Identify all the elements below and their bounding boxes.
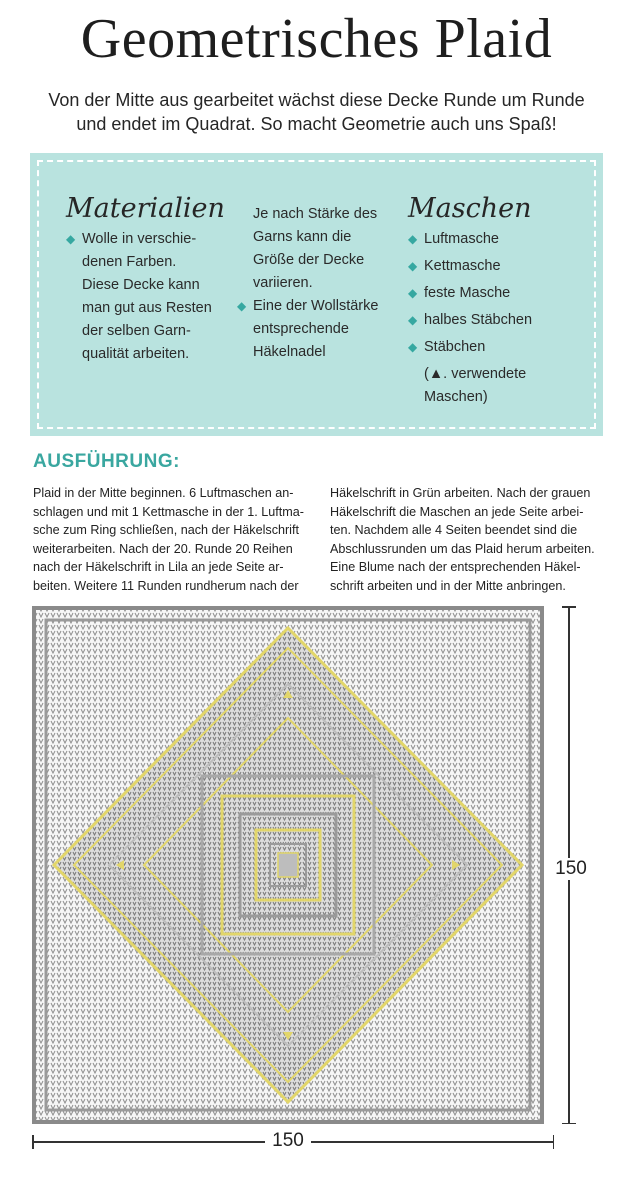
stitch-label: Kettmasche <box>424 258 501 274</box>
stitch-note <box>408 363 588 409</box>
height-label: 150 <box>549 858 593 880</box>
text-line: beiten. Weitere 11 Runden rundherum nach der <box>33 578 299 593</box>
stitches-column <box>408 192 588 409</box>
item-line: Eine der Wollstärke <box>253 298 379 314</box>
item-line: Je nach Stärke des <box>253 206 378 222</box>
subtitle-line: und endet im Quadrat. So macht Geometrie auch uns Spaß! <box>76 114 557 134</box>
materials-box <box>30 153 603 436</box>
item-line: Größe der Decke <box>253 252 365 268</box>
stitches-heading: Maschen <box>408 193 532 224</box>
diamond-bullet-icon: ◆ <box>66 232 76 246</box>
stitch-item <box>408 309 588 332</box>
materials-middle-column <box>237 203 402 364</box>
text-line: Plaid in der Mitte beginnen. 6 Luftmaschen an- <box>33 486 294 500</box>
dimension-tick <box>553 1135 555 1149</box>
crochet-chart <box>32 606 544 1124</box>
dimension-tick <box>562 606 576 608</box>
width-label: 150 <box>265 1130 311 1152</box>
stitch-item <box>408 282 588 305</box>
diamond-bullet-icon: ◆ <box>408 340 418 354</box>
page-title: Geometrisches Plaid <box>80 8 553 70</box>
text-line: Eine Blume nach der entsprechenden Häkel- <box>330 560 581 575</box>
text-line: weiterarbeiten. Nach der 20. Runde 20 Reihen <box>33 541 293 556</box>
text-line: sche zum Ring schließen, nach der Häkelschrift <box>33 523 299 538</box>
item-line: man gut aus Resten <box>82 300 212 316</box>
item-line: Wolle in verschie- <box>82 231 197 247</box>
item-line: entsprechende <box>253 321 349 337</box>
item-line: Diese Decke kann <box>82 277 200 293</box>
text-line: nach der Häkelschrift in Lila an jede Seite ar- <box>33 560 284 575</box>
materials-note <box>237 203 402 295</box>
materials-item <box>237 295 402 364</box>
stitch-label: Luftmasche <box>424 231 499 247</box>
stitch-item <box>408 336 588 359</box>
instructions-column-1 <box>33 484 303 596</box>
materials-item <box>66 228 256 366</box>
stitch-item <box>408 228 588 251</box>
center-square <box>278 853 298 877</box>
stitch-label: feste Masche <box>424 285 511 301</box>
text-line: schrift arbeiten und in der Mitte anbringen. <box>330 578 566 593</box>
materials-column <box>66 192 256 366</box>
stitch-item <box>408 255 588 278</box>
text-line: schlagen und mit 1 Kettmasche in der 1. Luftma- <box>33 504 304 519</box>
item-line: Garns kann die <box>253 229 352 245</box>
item-line: denen Farben. <box>82 254 177 270</box>
item-line: der selben Garn- <box>82 323 191 339</box>
dimension-tick <box>32 1135 34 1149</box>
text-line: ten. Nachdem alle 4 Seiten beendet sind die <box>330 523 578 538</box>
instructions-heading: AUSFÜHRUNG: <box>33 451 180 472</box>
text-line: Abschlussrunden um das Plaid herum arbeiten. <box>330 541 595 556</box>
subtitle-line: Von der Mitte aus gearbeitet wächst diese Decke Runde um Runde <box>48 90 585 110</box>
item-line: Häkelnadel <box>253 344 326 360</box>
diamond-bullet-icon: ◆ <box>408 232 418 246</box>
stitch-label: halbes Stäbchen <box>424 312 533 328</box>
text-line: Häkelschrift in Grün arbeiten. Nach der grauen <box>330 486 591 500</box>
diamond-bullet-icon: ◆ <box>237 299 247 313</box>
diamond-bullet-icon: ◆ <box>408 286 418 300</box>
item-line: qualität arbeiten. <box>82 346 190 362</box>
text-line: Häkelschrift die Maschen an jede Seite arbei- <box>330 504 584 519</box>
item-line: variieren. <box>253 275 313 291</box>
stitch-label: Stäbchen <box>424 339 486 355</box>
dimension-tick <box>562 1123 576 1125</box>
instructions-column-2 <box>330 484 600 596</box>
note-line: Maschen) <box>424 389 488 405</box>
materials-heading: Materialien <box>66 193 225 224</box>
diamond-bullet-icon: ◆ <box>408 259 418 273</box>
diamond-bullet-icon: ◆ <box>408 313 418 327</box>
subtitle <box>40 88 593 136</box>
note-line: (▲. verwendete <box>424 366 527 382</box>
